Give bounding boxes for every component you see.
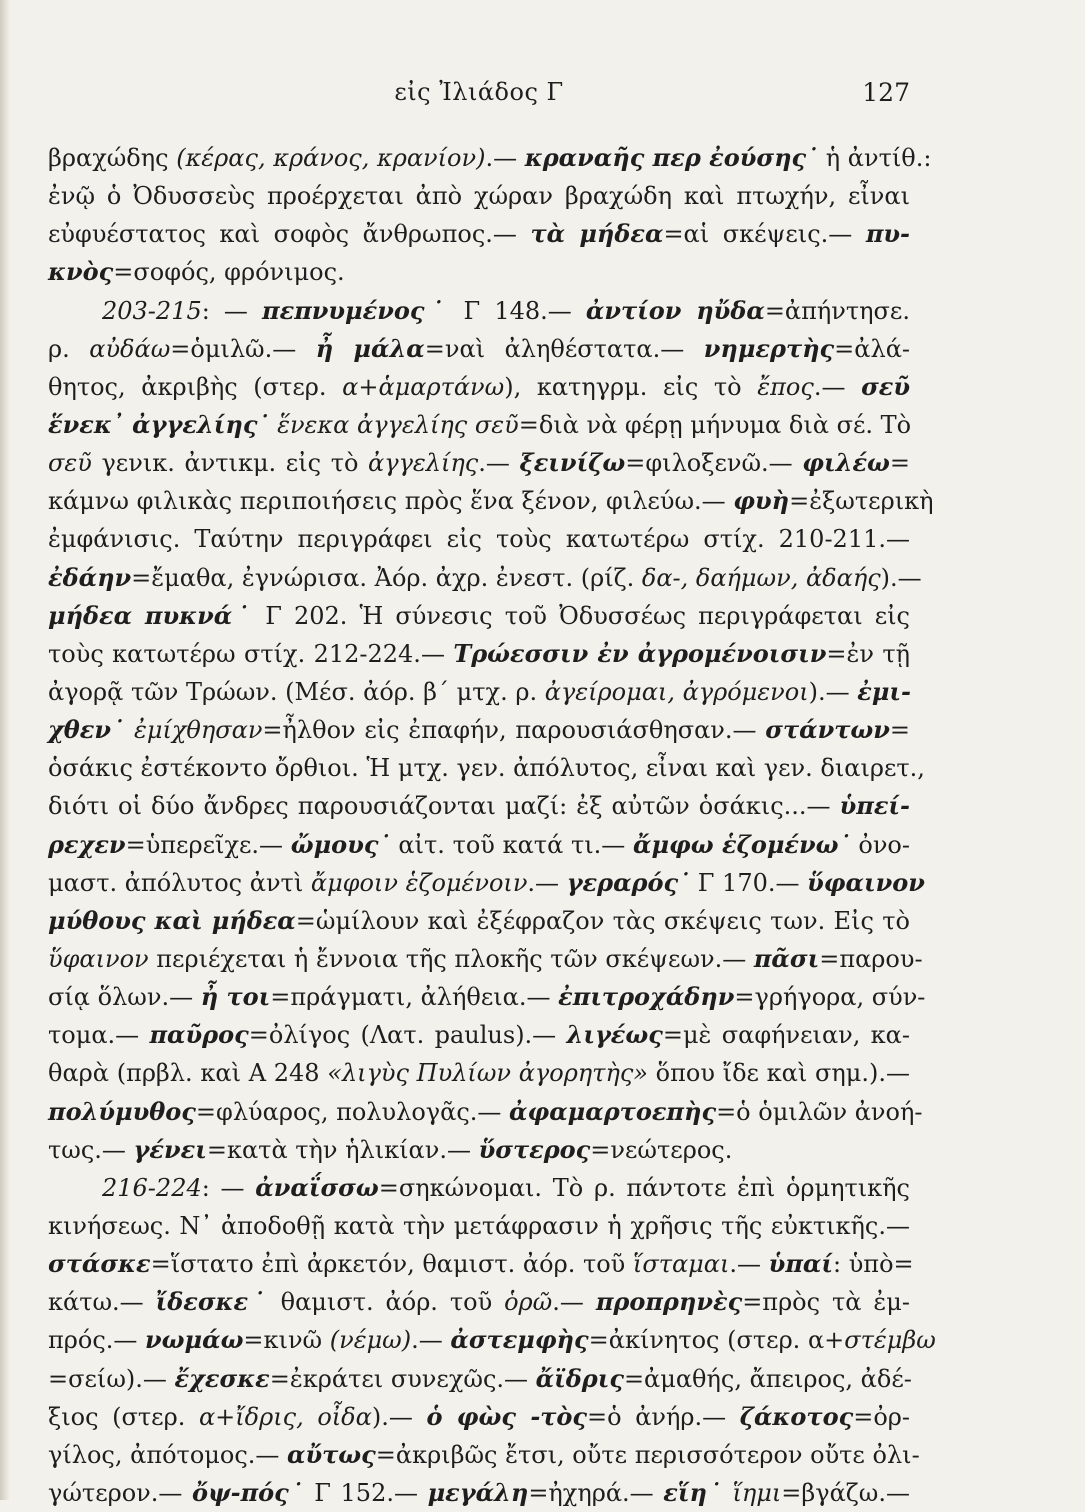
headword: ρεχεν <box>48 829 126 859</box>
headword: ὕστερος <box>478 1134 591 1164</box>
text-line <box>48 673 910 711</box>
italic-term: ὁρῶ <box>504 1288 553 1317</box>
text-segment: =ἵστατο ἐπὶ ἀρκετόν, θαμιστ. ἀόρ. τοῦ <box>150 1250 633 1279</box>
italic-term: (νέμω) <box>329 1326 412 1355</box>
headword: ζάκοτος <box>739 1401 854 1431</box>
italic-term: ἄμφοιν ἑζομένοιν <box>310 868 528 897</box>
body-text <box>48 139 936 1512</box>
headword: μήδεα πυκνά˙ <box>48 600 254 630</box>
text-segment: =ἐν τῇ <box>826 639 910 668</box>
headword: ὤμους˙ <box>290 829 391 859</box>
text-line <box>48 1398 910 1436</box>
headword: ὕφαινον <box>807 867 925 897</box>
headword: εἵη˙ <box>663 1477 723 1507</box>
headword: προπρηνὲς <box>595 1287 743 1317</box>
text-segment <box>269 411 277 439</box>
text-segment: .— <box>813 372 862 401</box>
text-segment: =μὲ σαφήνειαν, κα- <box>662 1021 911 1050</box>
text-segment: : ὑπὸ= <box>832 1250 914 1279</box>
headword: ὁ φὼς -τὸς <box>426 1401 588 1431</box>
text-segment: ἡ ἀντίθ.: <box>818 144 932 172</box>
text-segment: =πρὸς τὰ ἐμ- <box>742 1288 911 1317</box>
headword: μύθους καὶ μήδεα <box>48 905 296 935</box>
headword: ἦ τοι <box>200 982 271 1012</box>
text-segment: θαρὰ (πρβλ. καὶ Α 248 <box>48 1059 328 1088</box>
italic-term: 216-224 <box>102 1173 202 1202</box>
headword: ἐδάην <box>48 562 132 592</box>
text-line <box>48 139 932 177</box>
italic-term: 203-215 <box>102 296 202 325</box>
headword: στάσκε <box>48 1249 151 1279</box>
text-segment: Γ 148.— <box>449 296 586 325</box>
italic-term: α+ἁμαρτάνω <box>342 372 505 401</box>
text-segment: γίλος, ἀπότομος.— <box>48 1440 288 1469</box>
text-line <box>48 1207 910 1245</box>
text-segment <box>125 716 134 744</box>
text-segment: εὐφυέστατος καὶ σοφὸς ἄνθρωπος.— <box>48 220 531 249</box>
text-line <box>48 215 910 253</box>
text-segment: τως.— <box>48 1135 134 1164</box>
text-segment: =γρήγορα, σύν- <box>734 983 926 1012</box>
text-segment: τοὺς κατωτέρω στίχ. 212-224.— <box>48 639 454 668</box>
italic-term: στέμβω <box>844 1326 936 1355</box>
headword: χθεν˙ <box>48 715 126 745</box>
text-segment: =κατὰ τὴν ἡλικίαν.— <box>206 1135 479 1164</box>
text-segment: βραχώδης <box>48 144 177 172</box>
headword: φιλέω <box>802 448 890 478</box>
text-segment: ὅπου ἴδε καὶ σημ.).— <box>647 1059 910 1088</box>
text-segment: : — <box>201 1173 256 1202</box>
italic-term: ἐμίχθησαν <box>133 716 263 745</box>
italic-term: δα-, δαήμων, ἀδαής <box>641 563 881 592</box>
headword: παῦρος <box>149 1020 249 1050</box>
text-segment: =ναὶ ἀληθέστατα.— <box>424 334 704 363</box>
italic-term: «λιγὺς Πυλίων ἀγορητὴς» <box>327 1059 648 1088</box>
italic-term: ἕνεκα ἀγγελίης σεῦ <box>277 410 519 439</box>
text-segment: .— <box>411 1326 451 1355</box>
text-line <box>48 368 910 406</box>
italic-term: α+ἴδρις, οἶδα <box>198 1402 372 1431</box>
italic-term: ὕφαινον <box>48 944 149 973</box>
headword: μεγάλη <box>427 1477 529 1507</box>
headword: κραναῆς περ ἐούσης˙ <box>524 143 819 172</box>
italic-term: ἵσταμαι <box>632 1250 730 1279</box>
text-line <box>48 1245 914 1283</box>
text-segment: αἰτ. τοῦ κατά τι.— <box>390 830 634 859</box>
text-segment: .— <box>729 1250 769 1279</box>
headword: νημερτὴς <box>703 333 835 363</box>
text-segment: ).— <box>371 1402 427 1431</box>
headword: γεραρός˙ <box>566 867 691 897</box>
headword: κνὸς <box>48 257 114 287</box>
italic-term: (κέρας, κράνος, κρανίον) <box>176 144 486 172</box>
text-line <box>48 1093 923 1131</box>
headword: Τρώεσσιν ἐν ἀγρομένοισιν <box>453 638 827 668</box>
headword: ἀναΐσσω <box>255 1172 379 1202</box>
text-line <box>48 1360 910 1398</box>
headword: σεῦ <box>861 371 911 401</box>
text-segment: =διὰ νὰ φέρῃ μήνυμα διὰ σέ. Τὸ <box>518 410 912 439</box>
text-line <box>48 711 910 749</box>
text-segment: .— <box>527 868 567 897</box>
text-segment: Γ 170.— <box>690 868 808 897</box>
text-line <box>48 1016 910 1054</box>
text-line <box>48 520 910 558</box>
text-segment: =σοφός, φρόνιμος. <box>113 258 345 287</box>
text-line <box>48 253 910 291</box>
text-segment: κάμνω φιλικὰς περιποιήσεις πρὸς ἕνα ξένον, φιλεύω.— <box>48 487 734 516</box>
text-segment: ).— <box>808 677 858 706</box>
running-head: εἰς Ἰλιάδος Γ <box>394 78 564 106</box>
text-line <box>48 482 934 520</box>
text-segment: =ἦλθον εἰς ἐπαφήν, παρουσιάσθησαν.— <box>262 716 766 745</box>
headword: πυ- <box>865 219 910 249</box>
text-segment: =φλύαρος, πολυλογᾶς.— <box>195 1097 510 1126</box>
text-segment: .— <box>485 144 525 172</box>
text-segment: Γ 152.— <box>304 1478 428 1507</box>
text-segment: =σηκώνομαι. Τὸ ρ. πάντοτε ἐπὶ ὁρμητικῆς <box>378 1173 911 1202</box>
text-segment: =ἐξωτερικὴ <box>789 487 934 516</box>
text-line <box>48 292 910 330</box>
text-segment: =ὁ ὁμιλῶν ἀνοή- <box>716 1097 923 1126</box>
text-segment: ὁσάκις ἐστέκοντο ὄρθιοι. Ἡ μτχ. γεν. ἀπόλυτος, εἶναι καὶ γεν. διαιρετ., <box>48 754 925 783</box>
headword: ἀφαμαρτοεπὴς <box>509 1096 717 1126</box>
headword: ἀστεμφὴς <box>450 1325 589 1355</box>
text-segment: =ὀλίγος (Λατ. paulus).— <box>248 1021 567 1050</box>
text-segment: =ἠχηρά.— <box>528 1478 664 1507</box>
text-segment: ξιος (στερ. <box>48 1402 199 1431</box>
text-segment: τομα.— <box>48 1021 150 1050</box>
text-line <box>48 559 922 597</box>
text-segment: =βγάζω.— <box>781 1478 911 1507</box>
headword: φυὴ <box>733 486 790 516</box>
headword: ἔχεσκε <box>174 1363 270 1393</box>
text-segment: σίᾳ ὅλων.— <box>48 983 201 1012</box>
headword: γένει <box>133 1134 207 1164</box>
text-segment: =παρου- <box>819 944 923 973</box>
text-line <box>48 597 910 635</box>
text-segment: =ἀπήντησε. <box>764 296 910 325</box>
text-segment: = <box>889 716 910 745</box>
text-line <box>48 406 910 444</box>
headword: στάντων <box>765 715 890 745</box>
text-line <box>48 749 925 787</box>
italic-term: αὐδάω <box>89 334 171 363</box>
text-segment: ρ. <box>48 334 90 363</box>
text-segment: =πράγματι, ἀλήθεια.— <box>270 983 559 1012</box>
text-segment: ὀνο- <box>850 830 910 859</box>
text-segment: =φιλοξενῶ.— <box>625 449 803 478</box>
text-segment: =ἀκριβῶς ἔτσι, οὔτε περισσότερον οὔτε ὀλι- <box>375 1440 920 1469</box>
headword: ὄψ-πός˙ <box>192 1477 305 1507</box>
text-segment: θητος, ἀκριβὴς (στερ. <box>48 372 343 401</box>
headword: λιγέως <box>566 1020 663 1050</box>
text-segment: =ἀκίνητος (στερ. α+ <box>588 1326 845 1355</box>
text-line <box>48 826 910 864</box>
text-segment: : — <box>201 296 263 325</box>
text-segment: =ὡμίλουν καὶ ἐξέφραζον τὰς σκέψεις των. Εἰς τὸ <box>295 906 910 935</box>
text-segment: =ὑπερεῖχε.— <box>125 830 291 859</box>
text-line <box>48 1321 936 1359</box>
headword: ἀντίον ηὔδα <box>585 295 765 325</box>
headword: νωμάω <box>145 1325 244 1355</box>
text-segment: =σείω).— <box>48 1364 175 1393</box>
text-line <box>48 1474 910 1512</box>
headword: πεπνυμένος˙ <box>262 295 450 325</box>
text-segment: περιέχεται ἡ ἔννοια τῆς πλοκῆς τῶν σκέψεων.— <box>148 944 754 973</box>
headword: ἴδεσκε˙ <box>155 1287 269 1317</box>
text-segment: =αἱ σκέψεις.— <box>663 220 866 249</box>
headword: ξεινίζω <box>519 448 626 478</box>
text-line <box>48 1169 910 1207</box>
italic-term: ἀγείρομαι, ἀγρόμενοι <box>544 677 809 706</box>
text-segment: γώτερον.— <box>48 1478 192 1507</box>
text-segment: κάτω.— <box>48 1288 156 1317</box>
text-segment: θαμιστ. ἀόρ. τοῦ <box>268 1288 505 1317</box>
text-segment: ).— <box>880 563 922 592</box>
headword: τὰ μήδεα <box>530 219 664 249</box>
headword: αὔτως <box>287 1439 376 1469</box>
page-number: 127 <box>862 78 910 107</box>
text-segment: =ὀρ- <box>853 1402 910 1431</box>
text-segment: ἐμφάνισις. Ταύτην περιγράφει εἰς τοὺς κατωτέρω στίχ. 210-211.— <box>48 525 910 554</box>
text-segment: πρός.— <box>48 1326 146 1355</box>
text-line <box>48 1436 920 1474</box>
text-segment: ἐνῷ ὁ Ὀδυσσεὺς προέρχεται ἀπὸ χώραν βραχώδη καὶ πτωχήν, εἶναι <box>48 182 910 211</box>
text-segment: =νεώτερος. <box>590 1135 733 1164</box>
text-segment: ), κατηγρμ. εἰς τὸ <box>504 372 758 401</box>
text-line <box>48 444 910 482</box>
italic-term: ἔπος <box>757 372 814 401</box>
headword: ἄμφω ἑζομένω˙ <box>633 829 851 859</box>
text-segment: Γ 202. Ἡ σύνεσις τοῦ Ὀδυσσέως περιγράφεται εἰς <box>253 601 910 630</box>
text-segment: μαστ. ἀπόλυτος ἀντὶ <box>48 868 311 897</box>
text-line <box>48 978 926 1016</box>
italic-term: ἀγγελίης <box>368 449 479 478</box>
text-segment: =ὁ ἀνήρ.— <box>587 1402 740 1431</box>
text-segment: .— <box>478 449 520 478</box>
text-segment: κινήσεως. Ν᾽ ἀποδοθῇ κατὰ τὴν μετάφρασιν ἡ χρῆσις τῆς εὐκτικῆς.— <box>48 1211 910 1240</box>
text-segment: = <box>889 449 911 478</box>
text-segment: =κινῶ <box>243 1326 330 1355</box>
text-line <box>48 635 910 673</box>
text-segment: =ἐκράτει συνεχῶς.— <box>269 1364 536 1393</box>
text-line <box>48 902 910 940</box>
headword: ἐπιτροχάδην <box>558 982 735 1012</box>
headword: ἄϊδρις <box>535 1363 624 1393</box>
text-segment: =ἔμαθα, ἐγνώρισα. Ἀόρ. ἀχρ. ἐνεστ. (ρίζ. <box>131 563 642 592</box>
italic-term: ἵημι <box>732 1478 782 1507</box>
italic-term: σεῦ <box>48 449 92 478</box>
text-line <box>48 1054 910 1092</box>
text-segment: =ἀλά- <box>834 334 911 363</box>
headword: ὑπεί- <box>839 791 910 821</box>
text-line <box>48 940 923 978</box>
text-segment: .— <box>552 1288 596 1317</box>
headword: ἐμι- <box>857 676 911 706</box>
text-line <box>48 1131 910 1169</box>
text-line <box>48 787 910 825</box>
text-line <box>48 864 925 902</box>
headword: ἦ μάλα <box>315 333 425 363</box>
headword: ὑπαί <box>768 1249 833 1279</box>
text-segment: γενικ. ἀντικμ. εἰς τὸ <box>91 449 369 478</box>
text-segment: =ὁμιλῶ.— <box>170 334 316 363</box>
text-segment: ἀγορᾷ τῶν Τρώων. (Μέσ. ἀόρ. β΄ μτχ. ρ. <box>48 677 545 706</box>
headword: πᾶσι <box>753 943 820 973</box>
text-segment: =ἀμαθής, ἄπειρος, ἀδέ- <box>623 1364 912 1393</box>
headword: ἕνεκ᾽ ἀγγελίης˙ <box>48 409 270 439</box>
text-line <box>48 1283 910 1321</box>
headword: πολύμυθος <box>48 1096 196 1126</box>
page-edge-shadow <box>0 0 10 1500</box>
text-segment: διότι οἱ δύο ἄνδρες παρουσιάζονται μαζί: ἐξ αὐτῶν ὁσάκις...— <box>48 792 840 821</box>
page-header <box>48 78 910 118</box>
text-line <box>48 177 910 215</box>
text-line <box>48 330 910 368</box>
